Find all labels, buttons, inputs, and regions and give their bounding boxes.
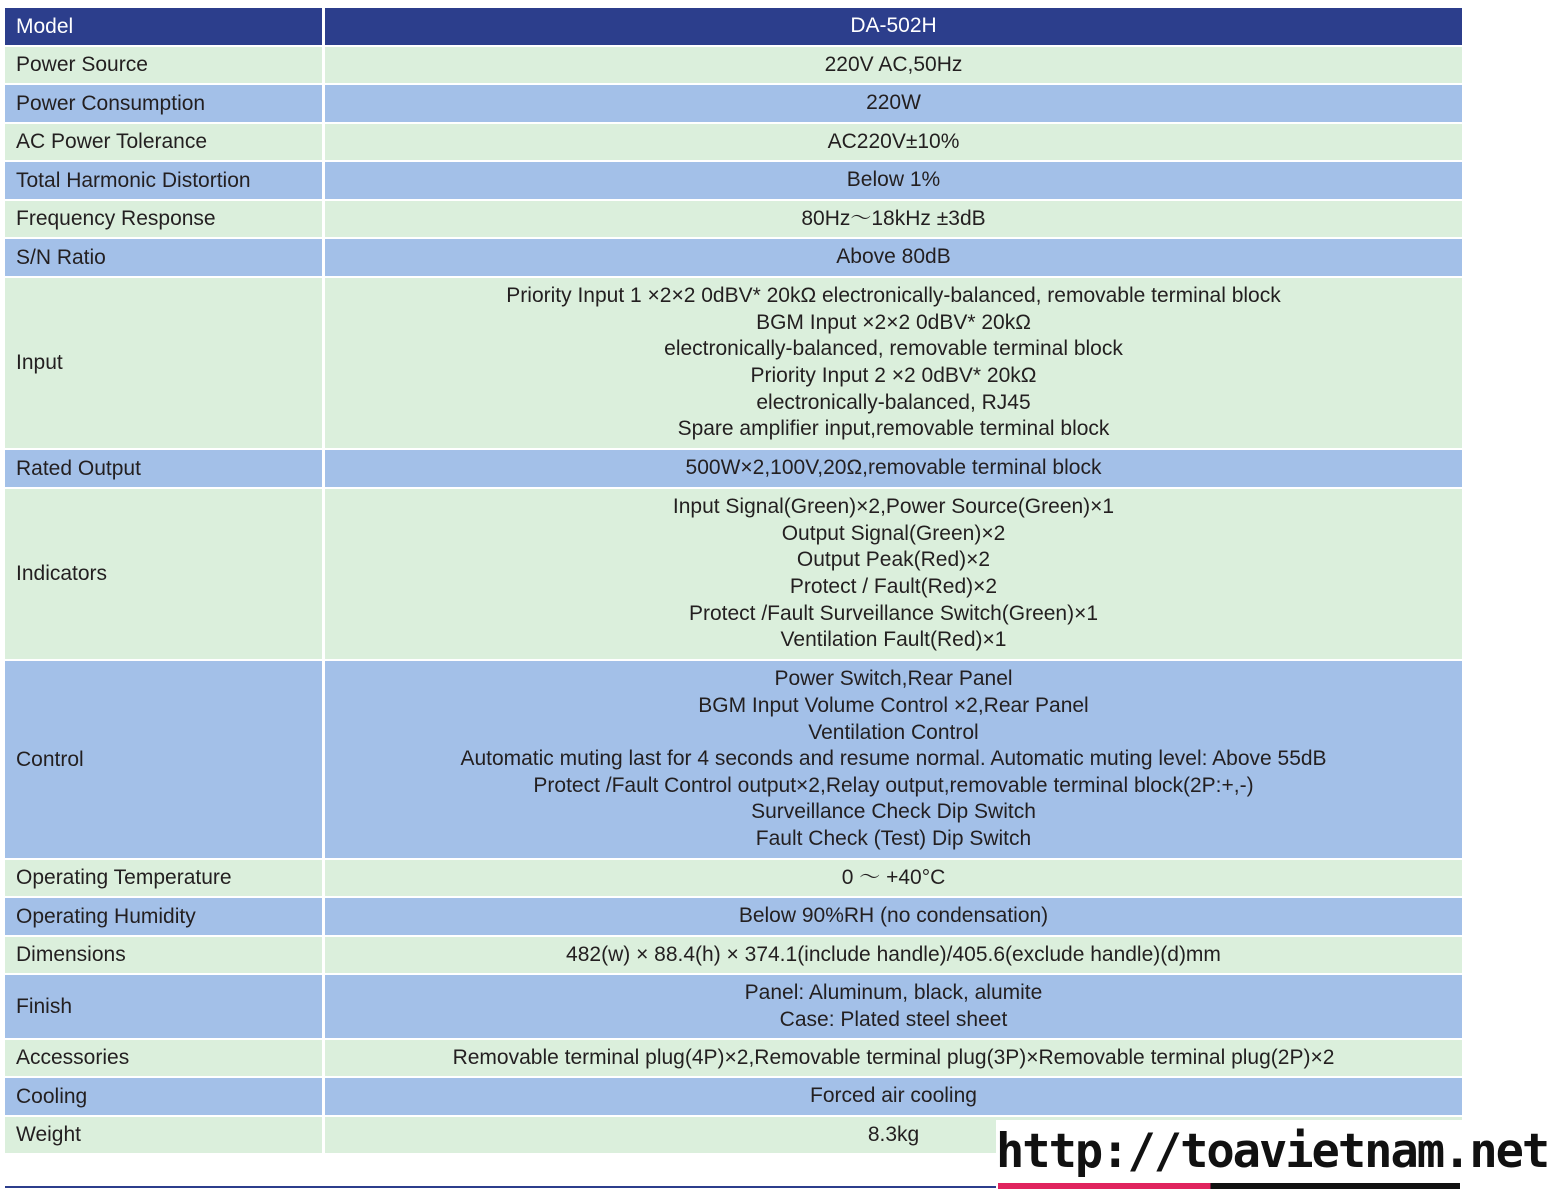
- spec-value-line: BGM Input Volume Control ×2,Rear Panel: [698, 694, 1089, 718]
- spec-value-line: Surveillance Check Dip Switch: [751, 800, 1036, 824]
- spec-value-line: electronically-balanced, RJ45: [756, 390, 1031, 414]
- spec-value-line: Priority Input 1 ×2×2 0dBV* 20kΩ electronically-balanced, removable terminal block: [506, 284, 1281, 308]
- spec-value-line: Panel: Aluminum, black, alumite: [744, 980, 1043, 1004]
- spec-row-indicators: [5, 489, 1462, 661]
- spec-value-line: Output Peak(Red)×2: [796, 548, 991, 572]
- spec-label: Power Source: [5, 47, 325, 83]
- spec-value-line: Above 80dB: [836, 245, 951, 269]
- spec-value-line: 8.3kg: [867, 1122, 920, 1146]
- spec-value-line: Automatic muting last for 4 seconds and resume normal. Automatic muting level: Above 55dB: [460, 747, 1327, 771]
- spec-value-line: 482(w) × 88.4(h) × 374.1(include handle)/405.6(exclude handle)(d)mm: [566, 942, 1221, 966]
- spec-value: [325, 975, 1462, 1038]
- model-name: DA-502H: [850, 14, 937, 38]
- spec-value-line: Ventilation Control: [808, 720, 979, 744]
- spec-value-line: Power Switch,Rear Panel: [774, 667, 1013, 691]
- spec-value-line: 220W: [866, 91, 921, 115]
- spec-row-power-consumption: [5, 85, 1462, 124]
- spec-row-operating-humidity: [5, 898, 1462, 937]
- spec-value-line: Output Signal(Green)×2: [781, 521, 1006, 545]
- spec-label: Indicators: [5, 489, 325, 659]
- spec-value-line: 220V AC,50Hz: [824, 52, 963, 76]
- spec-value-line: Spare amplifier input,removable terminal block: [677, 417, 1110, 441]
- spec-value-line: Input Signal(Green)×2,Power Source(Green)×1: [672, 495, 1115, 519]
- spec-row-operating-temperature: [5, 860, 1462, 898]
- spec-label: Control: [5, 661, 325, 858]
- spec-value-line: Ventilation Fault(Red)×1: [780, 628, 1007, 652]
- spec-label: Rated Output: [5, 450, 325, 487]
- spec-value-line: AC220V±10%: [827, 129, 960, 153]
- spec-value-line: Protect / Fault(Red)×2: [789, 575, 998, 598]
- spec-row-control: [5, 661, 1462, 860]
- spec-value-line: Forced air cooling: [810, 1084, 977, 1108]
- spec-label: Accessories: [5, 1040, 325, 1076]
- spec-value: [325, 85, 1462, 122]
- spec-value-line: BGM Input ×2×2 0dBV* 20kΩ: [756, 310, 1031, 334]
- spec-value: [325, 201, 1462, 237]
- spec-label: Cooling: [5, 1078, 325, 1115]
- spec-value: [325, 162, 1462, 199]
- spec-row-rated-output: [5, 450, 1462, 489]
- spec-table: [5, 8, 1462, 1155]
- spec-value-line: Removable terminal plug(4P)×2,Removable terminal plug(3P)×Removable terminal plug(2P)×2: [452, 1045, 1335, 1069]
- spec-label: Weight: [5, 1117, 325, 1153]
- spec-value-line: electronically-balanced, removable terminal block: [664, 337, 1123, 361]
- spec-row-s-n-ratio: [5, 239, 1462, 278]
- spec-label: Finish: [5, 975, 325, 1038]
- spec-value: [325, 124, 1462, 160]
- spec-value-line: 0 ～ +40°C: [841, 865, 946, 889]
- spec-row-accessories: [5, 1040, 1462, 1078]
- spec-value-line: Below 1%: [846, 168, 941, 192]
- header-model-value: [325, 8, 1462, 45]
- spec-value-line: Priority Input 2 ×2 0dBV* 20kΩ: [750, 364, 1037, 387]
- spec-value: [325, 278, 1462, 448]
- spec-value: [325, 661, 1462, 858]
- spec-label: Input: [5, 278, 325, 448]
- spec-label: Dimensions: [5, 937, 325, 973]
- spec-value-line: Below 90%RH (no condensation): [738, 904, 1049, 928]
- spec-value: [325, 1040, 1462, 1076]
- spec-row-frequency-response: [5, 201, 1462, 239]
- spec-row-finish: [5, 975, 1462, 1040]
- spec-value: [325, 239, 1462, 276]
- spec-label: Operating Temperature: [5, 860, 325, 896]
- spec-row-cooling: [5, 1078, 1462, 1117]
- spec-row-ac-power-tolerance: [5, 124, 1462, 162]
- spec-value-line: 500W×2,100V,20Ω,removable terminal block: [685, 456, 1102, 480]
- header-label: Model: [5, 8, 325, 45]
- watermark-url: http://toavietnam.net: [996, 1124, 1548, 1179]
- spec-row-input: [5, 278, 1462, 450]
- spec-label: Power Consumption: [5, 85, 325, 122]
- watermark: [996, 1120, 1548, 1200]
- spec-value-line: Case: Plated steel sheet: [779, 1007, 1008, 1031]
- spec-label: AC Power Tolerance: [5, 124, 325, 160]
- spec-value: [325, 47, 1462, 83]
- spec-value: [325, 489, 1462, 659]
- spec-value: [325, 1078, 1462, 1115]
- spec-header-row: [5, 8, 1462, 47]
- spec-label: Frequency Response: [5, 201, 325, 237]
- spec-value-line: Protect /Fault Surveillance Switch(Green)×1: [688, 601, 1099, 625]
- spec-value-line: Protect /Fault Control output×2,Relay output,removable terminal block(2P:+,-): [533, 773, 1254, 797]
- spec-row-dimensions: [5, 937, 1462, 975]
- watermark-underline: [998, 1183, 1460, 1189]
- spec-row-power-source: [5, 47, 1462, 85]
- spec-value: [325, 898, 1462, 935]
- spec-value: [325, 450, 1462, 487]
- spec-value: [325, 860, 1462, 896]
- spec-value: [325, 937, 1462, 973]
- spec-value-line: 80Hz～18kHz ±3dB: [801, 206, 986, 230]
- spec-label: S/N Ratio: [5, 239, 325, 276]
- spec-value-line: Fault Check (Test) Dip Switch: [755, 826, 1032, 850]
- spec-label: Operating Humidity: [5, 898, 325, 935]
- spec-rows: [5, 47, 1462, 1155]
- spec-label: Total Harmonic Distortion: [5, 162, 325, 199]
- spec-row-total-harmonic-distortion: [5, 162, 1462, 201]
